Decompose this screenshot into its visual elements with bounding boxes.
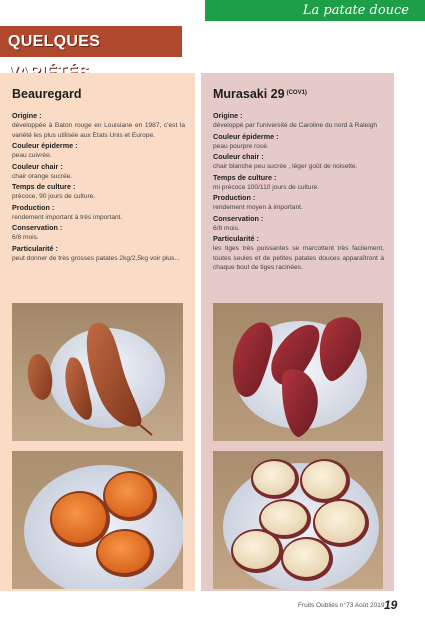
origine-text: développée à Baton rouge en Louisiane en 1987, c'est la variété les plus utilisée aux Etats Unis et Europe. (12, 122, 185, 139)
photo-beauregard-whole (12, 303, 183, 441)
culture-label: Temps de culture : (213, 172, 277, 182)
conservation-label: Conservation : (213, 213, 264, 223)
section-title: QUELQUES (0, 26, 182, 57)
chair-label: Couleur chair : (213, 152, 264, 161)
origine-label: Origine : (12, 111, 42, 120)
chair-text: chair orange sucrée. (12, 172, 73, 180)
production-text: rendement moyen à important. (213, 204, 303, 211)
particularite-label: Particularité : (213, 234, 259, 243)
particularite-text: les tiges très puissantes se marcottent très facilement, toutes seules et de petites patates douces apparaîtront à chaque bout de tiges racinées. (213, 245, 384, 271)
variety-title-text: Murasaki 29 (213, 87, 285, 101)
production-text: rendement important à très important. (12, 213, 123, 221)
conservation-text: 6/8 mois. (12, 234, 39, 241)
chair-text: chair blanche peu sucrée , léger goût de noisette. (213, 163, 358, 170)
particularite-text: peut donner de très grosses patates 2kg/2,5kg voir plus... (12, 254, 180, 262)
running-header: La patate douce (205, 0, 425, 21)
photo-murasaki-cut (213, 451, 383, 589)
epiderme-label: Couleur épiderme : (12, 141, 78, 150)
culture-text: mi précoce 100/110 jours de culture. (213, 183, 320, 191)
variety-title (213, 87, 384, 101)
production-label: Production : (12, 202, 55, 212)
origine-text: développé par l'université de Caroline du nord à Raleigh (213, 122, 378, 129)
variety-title-sup: (COV1) (286, 90, 307, 96)
epiderme-text: peau cuivrée. (12, 152, 52, 159)
particularite-label: Particularité : (12, 243, 58, 253)
page-number: 19 (384, 598, 398, 612)
variety-title: Beauregard (12, 87, 82, 101)
origine-label: Origine : (213, 111, 243, 120)
chair-label: Couleur chair : (12, 161, 63, 171)
publication-credit: Fruits Oubliés n°73 Août 2019 (298, 602, 385, 609)
photo-beauregard-cut (12, 451, 183, 589)
conservation-text: 6/8 mois. (213, 224, 240, 232)
culture-text: précoce, 90 jours de culture. (12, 193, 96, 200)
photo-murasaki-whole (213, 303, 383, 441)
conservation-label: Conservation : (12, 223, 63, 232)
epiderme-text: peau pourpre rosé. (213, 142, 269, 150)
epiderme-label: Couleur épiderme : (213, 131, 279, 141)
production-label: Production : (213, 193, 256, 202)
culture-label: Temps de culture : (12, 182, 76, 191)
